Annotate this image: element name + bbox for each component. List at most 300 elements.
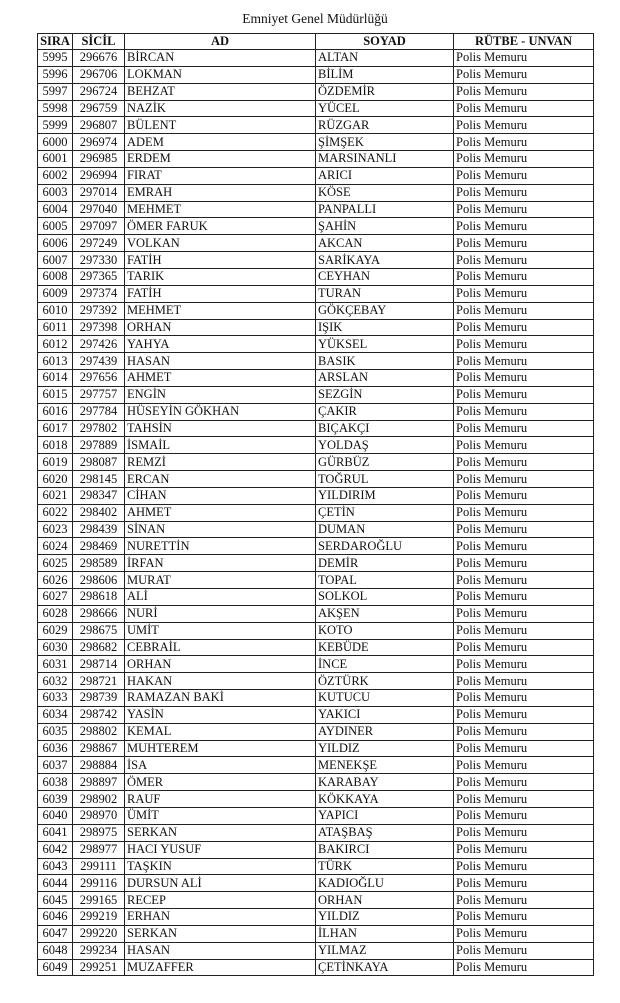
cell-rutbe: Polis Memuru xyxy=(454,909,594,926)
cell-ad: MUZAFFER xyxy=(125,959,316,976)
cell-sira: 6038 xyxy=(38,774,73,791)
cell-rutbe: Polis Memuru xyxy=(454,538,594,555)
cell-sira: 6048 xyxy=(38,942,73,959)
cell-ad: İSA xyxy=(125,757,316,774)
cell-ad: CİHAN xyxy=(125,487,316,504)
cell-sira: 6010 xyxy=(38,302,73,319)
table-row xyxy=(38,66,594,83)
cell-sicil: 298347 xyxy=(73,487,125,504)
cell-ad: FIRAT xyxy=(125,167,316,184)
cell-rutbe: Polis Memuru xyxy=(454,235,594,252)
table-row xyxy=(38,437,594,454)
cell-sira: 6006 xyxy=(38,235,73,252)
table-row xyxy=(38,892,594,909)
table-row xyxy=(38,538,594,555)
cell-ad: AHMET xyxy=(125,370,316,387)
cell-soyad: ÖZTÜRK xyxy=(316,673,454,690)
cell-soyad: KEBÜDE xyxy=(316,639,454,656)
cell-sicil: 299251 xyxy=(73,959,125,976)
cell-soyad: KÖSE xyxy=(316,184,454,201)
cell-sicil: 298902 xyxy=(73,791,125,808)
table-row xyxy=(38,572,594,589)
cell-sicil: 298589 xyxy=(73,555,125,572)
cell-soyad: YILDIRIM xyxy=(316,487,454,504)
cell-sicil: 296676 xyxy=(73,50,125,67)
cell-ad: ÖMER xyxy=(125,774,316,791)
cell-soyad: İNCE xyxy=(316,656,454,673)
cell-sicil: 296974 xyxy=(73,134,125,151)
cell-sira: 6017 xyxy=(38,420,73,437)
column-header-sira: SIRA xyxy=(38,34,73,50)
cell-sira: 5997 xyxy=(38,83,73,100)
cell-sira: 6012 xyxy=(38,336,73,353)
cell-rutbe: Polis Memuru xyxy=(454,268,594,285)
cell-sicil: 298802 xyxy=(73,723,125,740)
cell-soyad: GÖKÇEBAY xyxy=(316,302,454,319)
cell-soyad: AYDINER xyxy=(316,723,454,740)
cell-sicil: 297392 xyxy=(73,302,125,319)
cell-sira: 6013 xyxy=(38,353,73,370)
cell-soyad: YOLDAŞ xyxy=(316,437,454,454)
cell-sicil: 297097 xyxy=(73,218,125,235)
cell-sira: 6043 xyxy=(38,858,73,875)
cell-sira: 6034 xyxy=(38,706,73,723)
cell-ad: TAŞKIN xyxy=(125,858,316,875)
cell-soyad: ARICI xyxy=(316,167,454,184)
cell-ad: YAHYA xyxy=(125,336,316,353)
cell-rutbe: Polis Memuru xyxy=(454,555,594,572)
table-row xyxy=(38,639,594,656)
cell-soyad: YAKICI xyxy=(316,706,454,723)
cell-rutbe: Polis Memuru xyxy=(454,285,594,302)
table-row xyxy=(38,252,594,269)
cell-ad: MEHMET xyxy=(125,201,316,218)
personnel-table xyxy=(37,33,594,976)
cell-soyad: KARABAY xyxy=(316,774,454,791)
table-row xyxy=(38,471,594,488)
cell-soyad: YILMAZ xyxy=(316,942,454,959)
cell-rutbe: Polis Memuru xyxy=(454,774,594,791)
cell-ad: SİNAN xyxy=(125,521,316,538)
cell-ad: HASAN xyxy=(125,353,316,370)
table-row xyxy=(38,235,594,252)
cell-sicil: 299234 xyxy=(73,942,125,959)
table-row xyxy=(38,420,594,437)
cell-soyad: ARSLAN xyxy=(316,370,454,387)
cell-rutbe: Polis Memuru xyxy=(454,791,594,808)
cell-sira: 6039 xyxy=(38,791,73,808)
table-row xyxy=(38,959,594,976)
cell-rutbe: Polis Memuru xyxy=(454,858,594,875)
cell-sicil: 296807 xyxy=(73,117,125,134)
cell-sicil: 297439 xyxy=(73,353,125,370)
cell-rutbe: Polis Memuru xyxy=(454,690,594,707)
cell-soyad: ATAŞBAŞ xyxy=(316,824,454,841)
cell-sicil: 296985 xyxy=(73,151,125,168)
cell-sicil: 299219 xyxy=(73,909,125,926)
cell-sicil: 297398 xyxy=(73,319,125,336)
cell-sicil: 299116 xyxy=(73,875,125,892)
cell-ad: NURETTİN xyxy=(125,538,316,555)
document-title: Emniyet Genel Müdürlüğü xyxy=(242,11,388,26)
cell-sicil: 297374 xyxy=(73,285,125,302)
cell-sira: 6031 xyxy=(38,656,73,673)
cell-ad: YASİN xyxy=(125,706,316,723)
cell-sicil: 296706 xyxy=(73,66,125,83)
cell-sicil: 297757 xyxy=(73,386,125,403)
column-header-soyad: SOYAD xyxy=(316,34,454,50)
table-row xyxy=(38,791,594,808)
cell-rutbe: Polis Memuru xyxy=(454,706,594,723)
cell-soyad: YILDIZ xyxy=(316,740,454,757)
cell-sicil: 298970 xyxy=(73,807,125,824)
cell-sira: 6008 xyxy=(38,268,73,285)
table-row xyxy=(38,504,594,521)
cell-sicil: 298402 xyxy=(73,504,125,521)
cell-sira: 6045 xyxy=(38,892,73,909)
cell-ad: İSMAİL xyxy=(125,437,316,454)
cell-ad: MUHTEREM xyxy=(125,740,316,757)
cell-rutbe: Polis Memuru xyxy=(454,100,594,117)
cell-rutbe: Polis Memuru xyxy=(454,942,594,959)
cell-soyad: SERDAROĞLU xyxy=(316,538,454,555)
cell-sicil: 297656 xyxy=(73,370,125,387)
cell-rutbe: Polis Memuru xyxy=(454,117,594,134)
table-row xyxy=(38,319,594,336)
table-row xyxy=(38,555,594,572)
cell-sira: 6040 xyxy=(38,807,73,824)
cell-sira: 6023 xyxy=(38,521,73,538)
cell-soyad: SARİKAYA xyxy=(316,252,454,269)
cell-soyad: GÜRBÜZ xyxy=(316,454,454,471)
cell-sira: 5996 xyxy=(38,66,73,83)
cell-sira: 6047 xyxy=(38,925,73,942)
table-row xyxy=(38,656,594,673)
cell-soyad: SOLKOL xyxy=(316,589,454,606)
cell-rutbe: Polis Memuru xyxy=(454,50,594,67)
cell-sicil: 298469 xyxy=(73,538,125,555)
cell-soyad: AKCAN xyxy=(316,235,454,252)
cell-soyad: YILDIZ xyxy=(316,909,454,926)
cell-sicil: 297014 xyxy=(73,184,125,201)
cell-rutbe: Polis Memuru xyxy=(454,218,594,235)
cell-rutbe: Polis Memuru xyxy=(454,134,594,151)
cell-rutbe: Polis Memuru xyxy=(454,454,594,471)
cell-soyad: ŞİMŞEK xyxy=(316,134,454,151)
cell-soyad: ÇETİNKAYA xyxy=(316,959,454,976)
cell-sira: 6027 xyxy=(38,589,73,606)
cell-soyad: BİLİM xyxy=(316,66,454,83)
cell-ad: SERKAN xyxy=(125,824,316,841)
cell-soyad: ÇAKIR xyxy=(316,403,454,420)
cell-sira: 6016 xyxy=(38,403,73,420)
cell-ad: ERDEM xyxy=(125,151,316,168)
cell-rutbe: Polis Memuru xyxy=(454,757,594,774)
cell-rutbe: Polis Memuru xyxy=(454,151,594,168)
cell-ad: HACI YUSUF xyxy=(125,841,316,858)
table-row xyxy=(38,454,594,471)
cell-soyad: MARSINANLI xyxy=(316,151,454,168)
cell-rutbe: Polis Memuru xyxy=(454,471,594,488)
cell-rutbe: Polis Memuru xyxy=(454,875,594,892)
cell-sicil: 298618 xyxy=(73,589,125,606)
table-row xyxy=(38,841,594,858)
cell-rutbe: Polis Memuru xyxy=(454,403,594,420)
cell-ad: RAMAZAN BAKİ xyxy=(125,690,316,707)
table-row xyxy=(38,925,594,942)
cell-ad: TARIK xyxy=(125,268,316,285)
table-row xyxy=(38,690,594,707)
table-row xyxy=(38,774,594,791)
table-row xyxy=(38,100,594,117)
cell-ad: HAKAN xyxy=(125,673,316,690)
cell-ad: RAUF xyxy=(125,791,316,808)
cell-soyad: BASIK xyxy=(316,353,454,370)
cell-soyad: TURAN xyxy=(316,285,454,302)
cell-sira: 6014 xyxy=(38,370,73,387)
cell-rutbe: Polis Memuru xyxy=(454,302,594,319)
cell-sicil: 299111 xyxy=(73,858,125,875)
cell-sicil: 298714 xyxy=(73,656,125,673)
table-row xyxy=(38,50,594,67)
cell-ad: CEBRAİL xyxy=(125,639,316,656)
table-row xyxy=(38,909,594,926)
cell-rutbe: Polis Memuru xyxy=(454,892,594,909)
table-row xyxy=(38,673,594,690)
cell-soyad: KADIOĞLU xyxy=(316,875,454,892)
cell-sira: 6003 xyxy=(38,184,73,201)
cell-soyad: TOPAL xyxy=(316,572,454,589)
cell-sicil: 298977 xyxy=(73,841,125,858)
table-row xyxy=(38,386,594,403)
cell-ad: ERHAN xyxy=(125,909,316,926)
cell-ad: ADEM xyxy=(125,134,316,151)
table-row xyxy=(38,134,594,151)
cell-soyad: TÜRK xyxy=(316,858,454,875)
cell-sira: 6004 xyxy=(38,201,73,218)
cell-sira: 5998 xyxy=(38,100,73,117)
cell-sicil: 298606 xyxy=(73,572,125,589)
table-row xyxy=(38,487,594,504)
column-header-ad: AD xyxy=(125,34,316,50)
cell-rutbe: Polis Memuru xyxy=(454,673,594,690)
cell-ad: REMZİ xyxy=(125,454,316,471)
cell-soyad: DEMİR xyxy=(316,555,454,572)
cell-soyad: ŞAHİN xyxy=(316,218,454,235)
table-row xyxy=(38,201,594,218)
cell-ad: NURİ xyxy=(125,605,316,622)
table-row xyxy=(38,403,594,420)
cell-sicil: 298145 xyxy=(73,471,125,488)
cell-sira: 6009 xyxy=(38,285,73,302)
cell-sira: 6028 xyxy=(38,605,73,622)
cell-rutbe: Polis Memuru xyxy=(454,437,594,454)
cell-sicil: 297426 xyxy=(73,336,125,353)
cell-sicil: 298682 xyxy=(73,639,125,656)
cell-sira: 6041 xyxy=(38,824,73,841)
cell-rutbe: Polis Memuru xyxy=(454,504,594,521)
cell-ad: NAZİK xyxy=(125,100,316,117)
cell-rutbe: Polis Memuru xyxy=(454,252,594,269)
cell-sicil: 296759 xyxy=(73,100,125,117)
cell-rutbe: Polis Memuru xyxy=(454,420,594,437)
cell-ad: AHMET xyxy=(125,504,316,521)
cell-sicil: 298675 xyxy=(73,622,125,639)
table-row xyxy=(38,353,594,370)
cell-soyad: TOĞRUL xyxy=(316,471,454,488)
table-row xyxy=(38,184,594,201)
cell-sira: 6007 xyxy=(38,252,73,269)
cell-rutbe: Polis Memuru xyxy=(454,83,594,100)
table-row xyxy=(38,807,594,824)
cell-rutbe: Polis Memuru xyxy=(454,959,594,976)
cell-sira: 6032 xyxy=(38,673,73,690)
cell-soyad: PANPALLI xyxy=(316,201,454,218)
table-row xyxy=(38,521,594,538)
cell-sicil: 297365 xyxy=(73,268,125,285)
cell-soyad: RÜZGAR xyxy=(316,117,454,134)
cell-sira: 6019 xyxy=(38,454,73,471)
cell-rutbe: Polis Memuru xyxy=(454,589,594,606)
cell-sira: 6000 xyxy=(38,134,73,151)
cell-sicil: 297889 xyxy=(73,437,125,454)
cell-ad: LOKMAN xyxy=(125,66,316,83)
cell-sira: 6020 xyxy=(38,471,73,488)
cell-soyad: İLHAN xyxy=(316,925,454,942)
cell-soyad: KÖKKAYA xyxy=(316,791,454,808)
table-row xyxy=(38,706,594,723)
table-row xyxy=(38,858,594,875)
cell-soyad: KUTUCU xyxy=(316,690,454,707)
table-row xyxy=(38,723,594,740)
cell-soyad: BAKIRCI xyxy=(316,841,454,858)
cell-rutbe: Polis Memuru xyxy=(454,572,594,589)
cell-soyad: YÜCEL xyxy=(316,100,454,117)
cell-sicil: 298721 xyxy=(73,673,125,690)
cell-sira: 6029 xyxy=(38,622,73,639)
cell-sira: 6033 xyxy=(38,690,73,707)
cell-sicil: 296724 xyxy=(73,83,125,100)
cell-ad: BİRCAN xyxy=(125,50,316,67)
cell-ad: EMRAH xyxy=(125,184,316,201)
cell-sicil: 297802 xyxy=(73,420,125,437)
cell-ad: RECEP xyxy=(125,892,316,909)
table-row xyxy=(38,285,594,302)
cell-sira: 6005 xyxy=(38,218,73,235)
cell-ad: MURAT xyxy=(125,572,316,589)
column-header-rutbe: RÜTBE - UNVAN xyxy=(454,34,594,50)
table-row xyxy=(38,589,594,606)
cell-sicil: 299220 xyxy=(73,925,125,942)
table-row xyxy=(38,218,594,235)
cell-soyad: ÖZDEMİR xyxy=(316,83,454,100)
cell-rutbe: Polis Memuru xyxy=(454,184,594,201)
cell-rutbe: Polis Memuru xyxy=(454,370,594,387)
cell-sicil: 298975 xyxy=(73,824,125,841)
table-row xyxy=(38,302,594,319)
cell-soyad: SEZGİN xyxy=(316,386,454,403)
cell-ad: HASAN xyxy=(125,942,316,959)
cell-rutbe: Polis Memuru xyxy=(454,66,594,83)
cell-sicil: 299165 xyxy=(73,892,125,909)
cell-sira: 6015 xyxy=(38,386,73,403)
cell-ad: UMİT xyxy=(125,622,316,639)
cell-sira: 6025 xyxy=(38,555,73,572)
cell-ad: BÜLENT xyxy=(125,117,316,134)
cell-rutbe: Polis Memuru xyxy=(454,201,594,218)
cell-rutbe: Polis Memuru xyxy=(454,639,594,656)
cell-ad: FATİH xyxy=(125,252,316,269)
cell-sicil: 297784 xyxy=(73,403,125,420)
table-body xyxy=(38,50,594,976)
cell-ad: KEMAL xyxy=(125,723,316,740)
cell-sira: 6046 xyxy=(38,909,73,926)
table-row xyxy=(38,942,594,959)
cell-soyad: MENEKŞE xyxy=(316,757,454,774)
cell-rutbe: Polis Memuru xyxy=(454,319,594,336)
cell-ad: DURSUN ALİ xyxy=(125,875,316,892)
cell-soyad: YAPICI xyxy=(316,807,454,824)
cell-soyad: ÇETİN xyxy=(316,504,454,521)
cell-sicil: 298087 xyxy=(73,454,125,471)
cell-ad: VOLKAN xyxy=(125,235,316,252)
cell-ad: FATİH xyxy=(125,285,316,302)
cell-rutbe: Polis Memuru xyxy=(454,841,594,858)
cell-ad: SERKAN xyxy=(125,925,316,942)
cell-sira: 6024 xyxy=(38,538,73,555)
cell-sira: 5999 xyxy=(38,117,73,134)
cell-sira: 6011 xyxy=(38,319,73,336)
cell-sira: 6026 xyxy=(38,572,73,589)
cell-soyad: ALTAN xyxy=(316,50,454,67)
cell-sicil: 298867 xyxy=(73,740,125,757)
table-row xyxy=(38,167,594,184)
cell-soyad: DUMAN xyxy=(316,521,454,538)
cell-rutbe: Polis Memuru xyxy=(454,807,594,824)
cell-ad: MEHMET xyxy=(125,302,316,319)
cell-sicil: 298739 xyxy=(73,690,125,707)
cell-rutbe: Polis Memuru xyxy=(454,740,594,757)
cell-sicil: 298666 xyxy=(73,605,125,622)
cell-rutbe: Polis Memuru xyxy=(454,336,594,353)
cell-sicil: 298884 xyxy=(73,757,125,774)
table-row xyxy=(38,622,594,639)
cell-soyad: AKŞEN xyxy=(316,605,454,622)
cell-sicil: 298897 xyxy=(73,774,125,791)
table-row xyxy=(38,151,594,168)
cell-rutbe: Polis Memuru xyxy=(454,656,594,673)
cell-sira: 6021 xyxy=(38,487,73,504)
cell-rutbe: Polis Memuru xyxy=(454,605,594,622)
cell-ad: ALİ xyxy=(125,589,316,606)
cell-sira: 6042 xyxy=(38,841,73,858)
cell-sira: 5995 xyxy=(38,50,73,67)
table-row xyxy=(38,757,594,774)
table-header-row xyxy=(38,34,594,50)
cell-rutbe: Polis Memuru xyxy=(454,824,594,841)
cell-soyad: IŞIK xyxy=(316,319,454,336)
cell-soyad: KOTO xyxy=(316,622,454,639)
table-row xyxy=(38,336,594,353)
cell-rutbe: Polis Memuru xyxy=(454,487,594,504)
cell-rutbe: Polis Memuru xyxy=(454,925,594,942)
cell-soyad: BIÇAKÇI xyxy=(316,420,454,437)
cell-sicil: 297249 xyxy=(73,235,125,252)
cell-ad: ORHAN xyxy=(125,319,316,336)
cell-sira: 6036 xyxy=(38,740,73,757)
cell-sira: 6035 xyxy=(38,723,73,740)
table-row xyxy=(38,268,594,285)
